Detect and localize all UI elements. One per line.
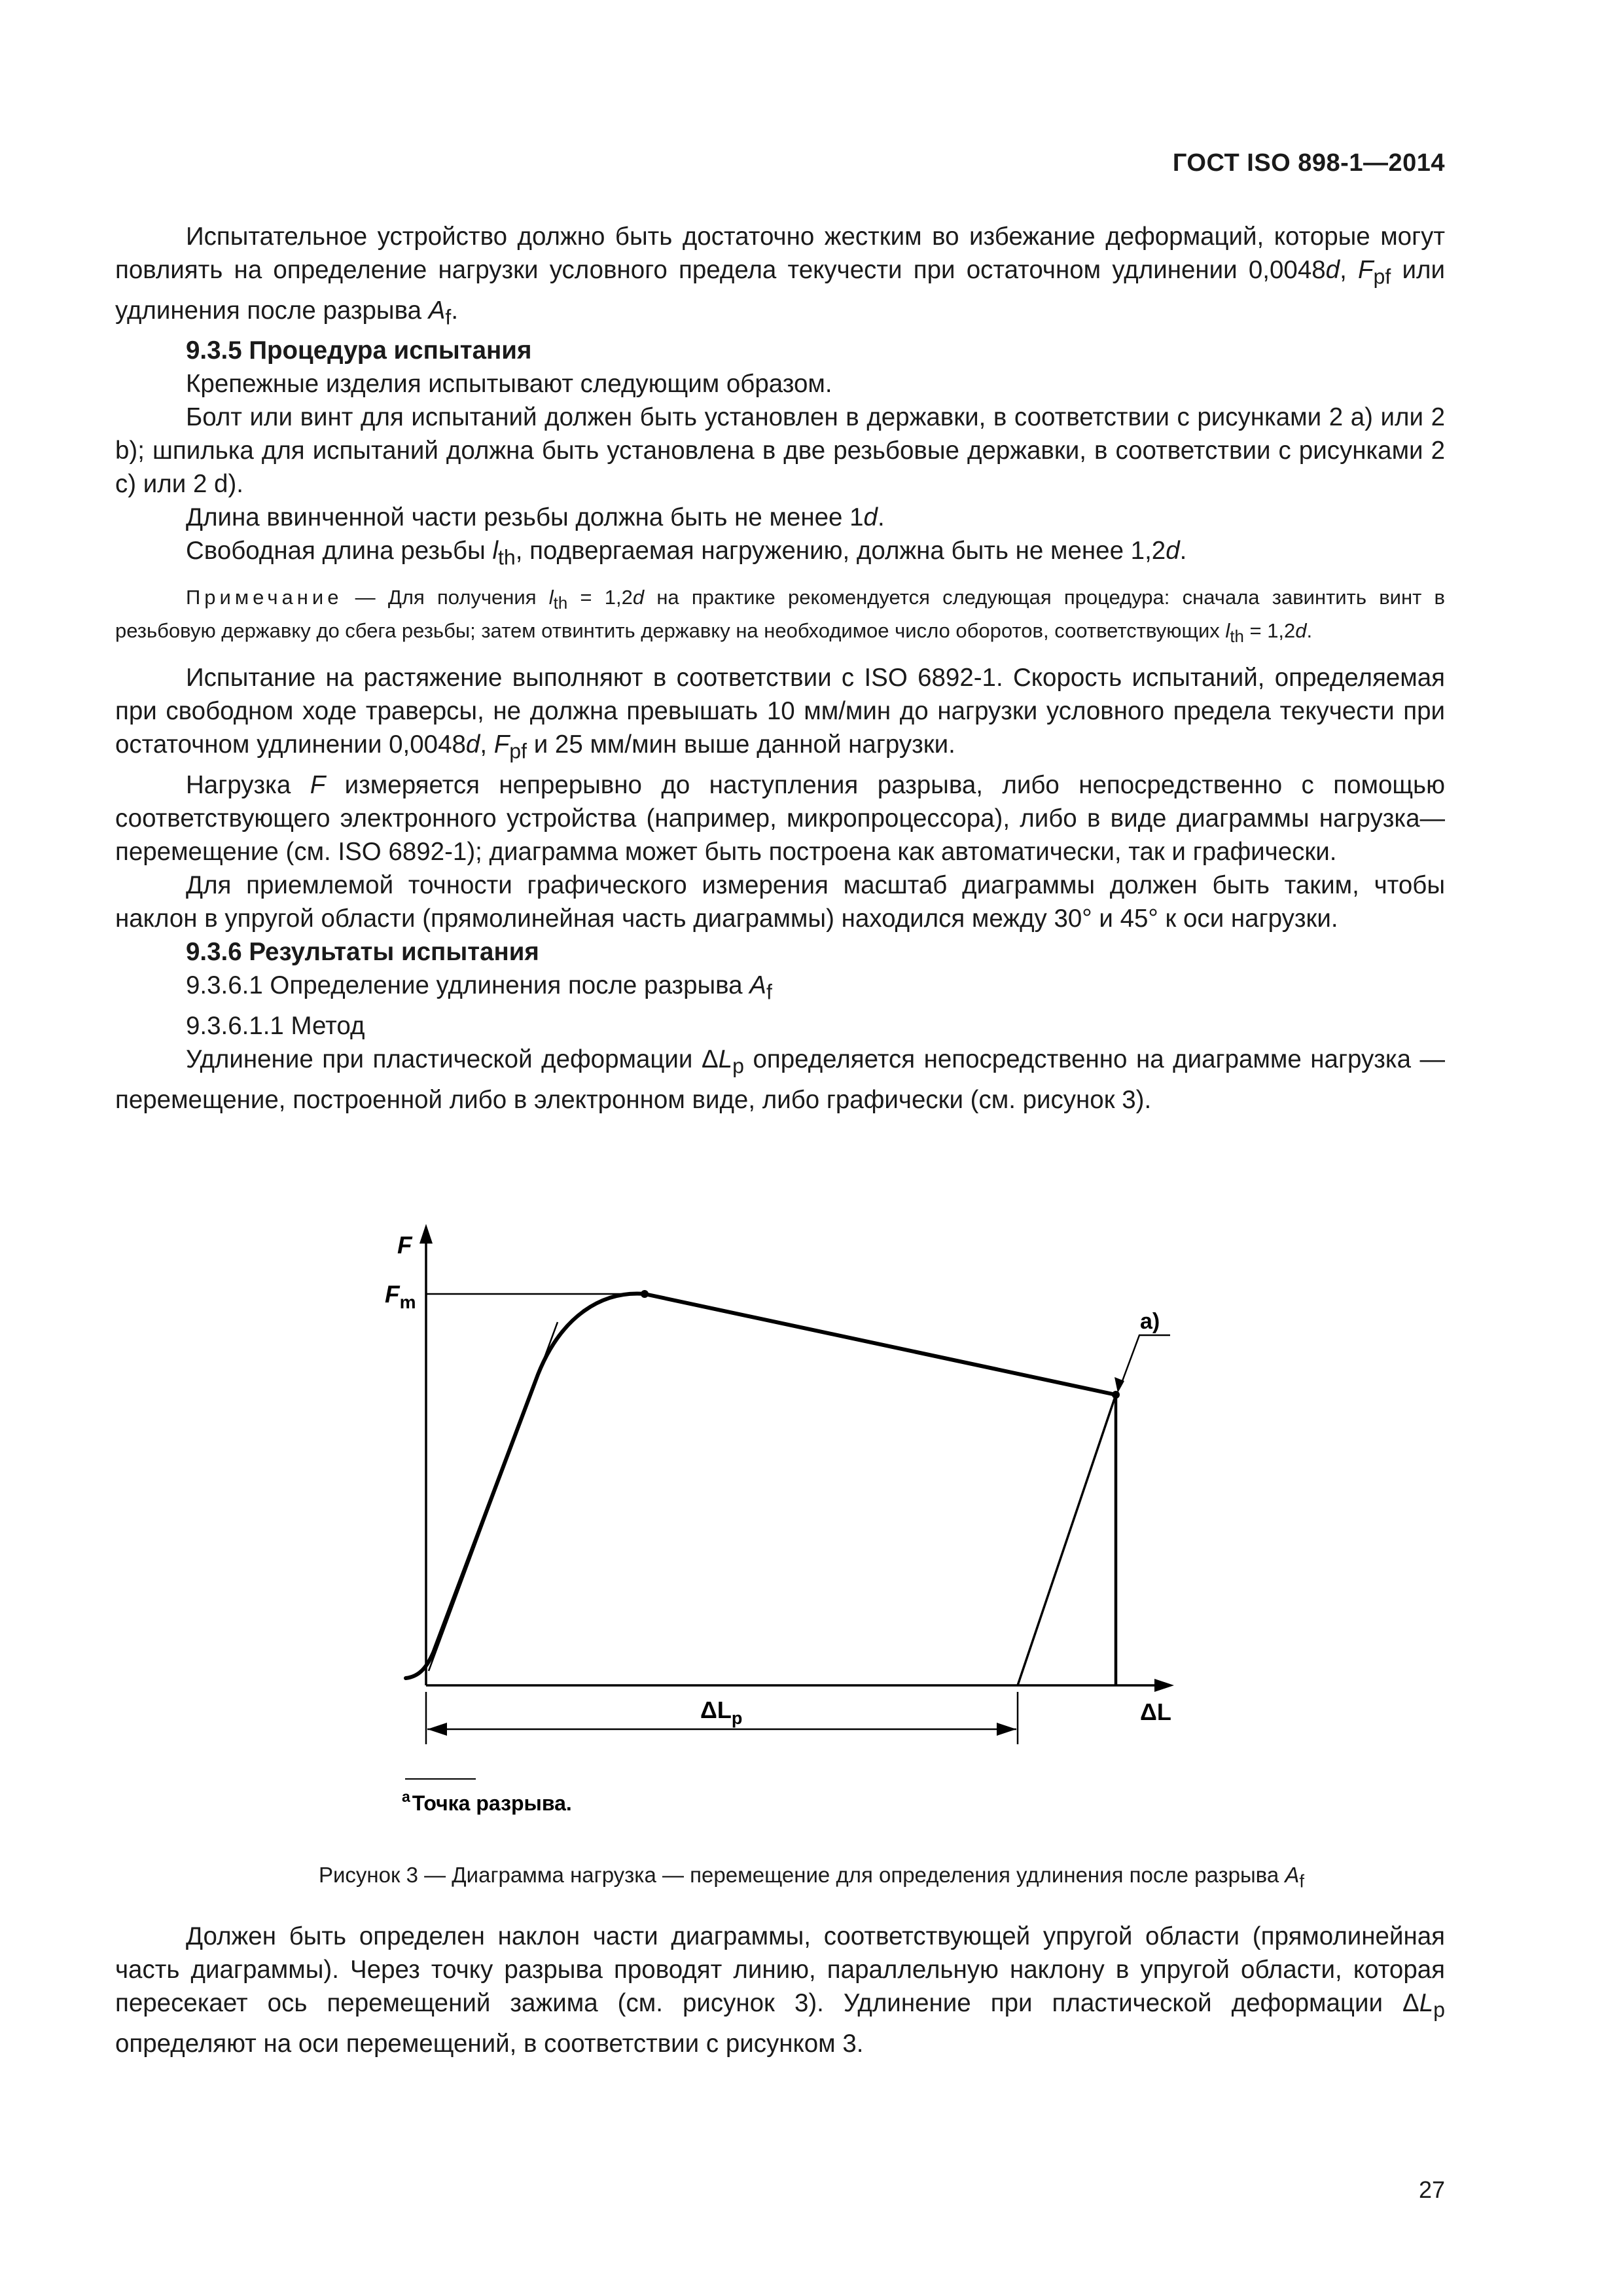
paragraph: 9.3.6.1.1 Метод [186,1011,365,1040]
body-text [115,220,1445,1117]
y-axis-arrow [419,1224,433,1244]
closing-text [115,1920,1445,2060]
standard-code-header: ГОСТ ISO 898-1—2014 [1172,149,1445,177]
callout-leader [1120,1335,1170,1386]
elastic-tangent-line [429,1322,558,1671]
closing-paragraph: Должен быть определен наклон части диаграммы, соответствующей упругой области (прямолинейная часть диаграммы). Через точку разрыва проводят линию, параллельную наклону в упругой области, которая пересекает ось перемещений зажима (см. рисунок 3). Удлинение при пластической деформации $\Delta L_p$ определяют на оси перемещений, в соответствии с рисунком 3. [115,1922,1445,2058]
parallel-unloading-line [1018,1395,1116,1685]
page-number: 27 [1418,2176,1445,2203]
paragraph: Свободная длина резьбы $l_{th}$, подвергаемая нагружению, должна быть не менее 1,2d. [186,537,1187,570]
dimension-arrow-right [997,1723,1016,1736]
fracture-point [1112,1391,1120,1399]
y-axis-label: F [397,1232,412,1259]
paragraph: 9.3.6.1 Определение удлинения после разрыва $A_f$ [186,971,772,1004]
fm-label: $F_m$ [385,1281,416,1312]
dimension-arrow-left [427,1723,447,1736]
note-paragraph: Примечание — Для получения $l_{th} = 1,2d$ на практике рекомендуется следующая процедура: сначала завинтить винт в резьбовую державку до сбега резьбы; затем отвинтить державку на необходимое число оборотов, соответствующих $l_{th} = 1,2d$. [115,586,1445,647]
section-heading: 9.3.5 Процедура испытания [186,336,532,365]
maximum-load-point [641,1290,649,1298]
section-heading: 9.3.6 Результаты испытания [186,938,539,967]
paragraph: Удлинение при пластической деформации $\Delta L_p$ определяется непосредственно на диаграмме нагрузка — перемещение, построенной либо в электронном виде, либо графически (см. рисунок 3). [115,1045,1446,1114]
footnote: $^a$Точка разрыва. [402,1788,572,1815]
callout-arrowhead [1115,1377,1124,1393]
paragraph: Испытание на растяжение выполняют в соответствии с ISO 6892-1. Скорость испытаний, определяемая при свободном ходе траверсы, не должна превышать 10 мм/мин до нагрузки условного предела текучести при остаточном удлинении 0,0048d, $F_{pf}$ и 25 мм/мин выше данной нагрузки. [115,664,1445,764]
fracture-callout-label: a) [1140,1309,1160,1334]
x-axis-arrow [1154,1679,1174,1692]
load-displacement-curve [406,1294,1116,1678]
paragraph: Испытательное устройство должно быть достаточно жестким во избежание деформаций, которые могут повлиять на определение нагрузки условного предела текучести при остаточном удлинении 0,0048d, $F_{pf}$ или удлинения после разрыва $A_f$. [115,223,1445,329]
figure-caption: Рисунок 3 — Диаграмма нагрузка — перемещение для определения удлинения после разрыва $A_f$ [318,1863,1305,1892]
paragraph: Болт или винт для испытаний должен быть установлен в державки, в соответствии с рисунками 2 a) или 2 b); шпилька для испытаний должна быть установлена в две резьбовые державки, в соответствии с рисунками 2 c) или 2 d). [115,403,1445,499]
x-axis-label: ΔL [1140,1698,1171,1725]
paragraph: Нагрузка F измеряется непрерывно до наступления разрыва, либо непосредственно с помощью соответствующего электронного устройства (например, микропроцессора), либо в виде диаграммы нагрузка—перемещение (см. ISO 6892-1); диаграмма может быть построена как автоматически, так и графически. [115,771,1445,867]
paragraph: Крепежные изделия испытывают следующим образом. [186,370,832,399]
dimension-label: $\Delta L_p$ [700,1696,743,1728]
paragraph: Длина ввинченной части резьбы должна быть не менее 1d. [186,503,885,532]
paragraph: Для приемлемой точности графического измерения масштаб диаграммы должен быть таким, чтобы наклон в упругой области (прямолинейная часть диаграммы) находился между 30° и 45° к оси нагрузки. [115,871,1445,933]
